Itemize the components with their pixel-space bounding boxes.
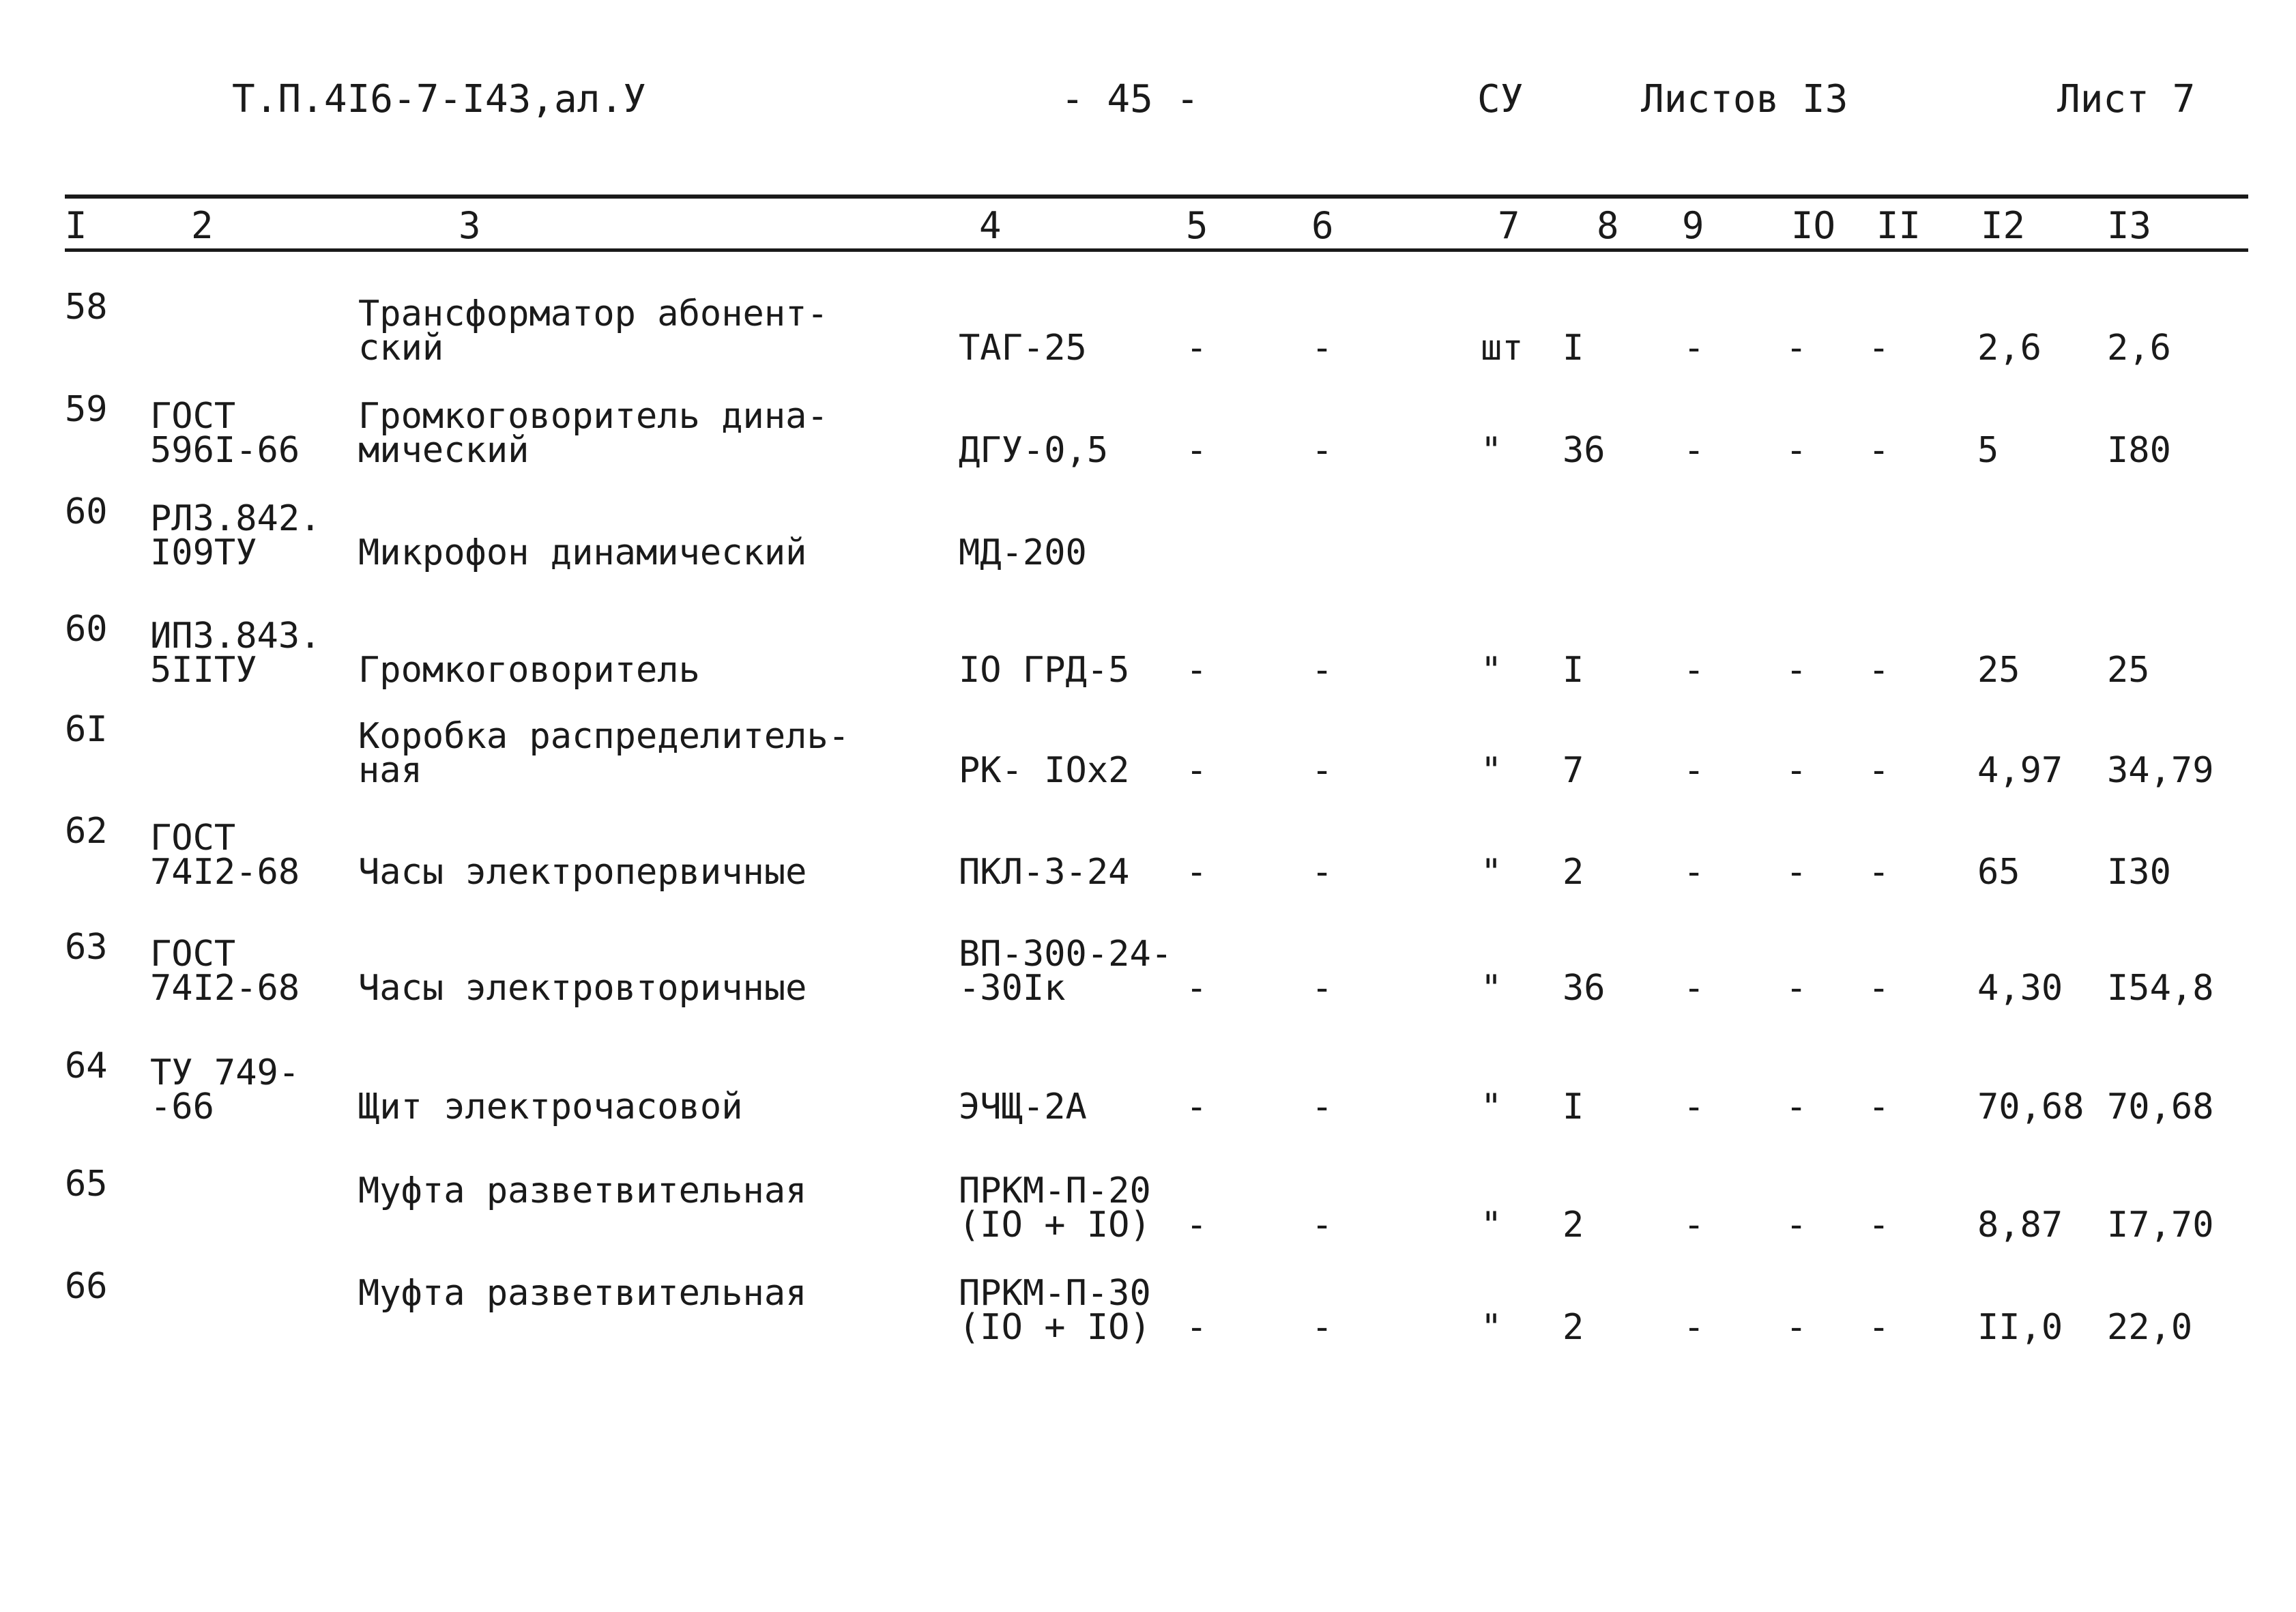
item-name: Щит электрочасовой (358, 1086, 743, 1127)
item-type: РК- IOx2 (959, 750, 1130, 791)
column-number: I (65, 204, 87, 247)
unit: " (1481, 750, 1502, 791)
item-type: ВП-300-24- (959, 934, 1173, 975)
item-name: Громкоговоритель (358, 650, 700, 691)
standard-ref: 74I2-68 (150, 852, 300, 893)
item-type: ПРКМ-П-20 (959, 1170, 1151, 1211)
col5-value: - (1186, 1307, 1208, 1348)
col9-value: - (1683, 750, 1705, 791)
col11-value: - (1868, 852, 1890, 893)
row-number: 63 (65, 927, 108, 968)
col5-value: - (1186, 430, 1208, 471)
col11-value: - (1868, 1086, 1890, 1127)
item-name: Громкоговоритель дина- (358, 396, 828, 437)
col5-value: - (1186, 968, 1208, 1009)
item-type: ТАГ-25 (959, 328, 1087, 369)
col9-value: - (1683, 328, 1705, 369)
col9-value: - (1683, 650, 1705, 691)
column-number: 8 (1597, 204, 1619, 247)
sheet-number: Лист 7 (2057, 77, 2196, 121)
item-type: МД-200 (959, 532, 1087, 573)
column-number: 4 (979, 204, 1002, 247)
col9-value: - (1683, 1307, 1705, 1348)
column-number: 6 (1311, 204, 1334, 247)
col10-value: - (1786, 328, 1807, 369)
item-name: Трансформатор абонент- (358, 293, 828, 334)
column-number: IO (1791, 204, 1836, 247)
col10-value: - (1786, 852, 1807, 893)
standard-ref: ГОСТ (150, 818, 236, 859)
quantity: 2 (1563, 852, 1584, 893)
quantity: I (1563, 328, 1584, 369)
unit: " (1481, 430, 1502, 471)
col10-value: - (1786, 650, 1807, 691)
col11-value: - (1868, 750, 1890, 791)
col10-value: - (1786, 1086, 1807, 1127)
standard-ref: РЛ3.842. (150, 498, 321, 539)
col6-value: - (1311, 968, 1333, 1009)
col11-value: - (1868, 1205, 1890, 1246)
standard-ref: ГОСТ (150, 396, 236, 437)
col6-value: - (1311, 750, 1333, 791)
total-cost: 70,68 (2107, 1086, 2214, 1127)
standard-ref: ИП3.843. (150, 616, 321, 657)
col9-value: - (1683, 1086, 1705, 1127)
unit: шт (1481, 328, 1524, 369)
standard-ref: 596I-66 (150, 430, 300, 471)
unit: " (1481, 650, 1502, 691)
col6-value: - (1311, 1086, 1333, 1127)
item-name: Часы электропервичные (358, 852, 807, 893)
standard-ref: 74I2-68 (150, 968, 300, 1009)
total-cost: 34,79 (2107, 750, 2214, 791)
col9-value: - (1683, 968, 1705, 1009)
col6-value: - (1311, 852, 1333, 893)
column-number: 5 (1186, 204, 1208, 247)
col11-value: - (1868, 968, 1890, 1009)
item-name: ский (358, 328, 444, 369)
unit-price: 65 (1977, 852, 2020, 893)
col11-value: - (1868, 328, 1890, 369)
column-number: II (1876, 204, 1921, 247)
col5-value: - (1186, 1205, 1208, 1246)
column-number: 2 (191, 204, 214, 247)
row-number: 60 (65, 491, 108, 532)
row-number: 66 (65, 1266, 108, 1307)
item-type: (IO + IO) (959, 1307, 1151, 1348)
total-cost: I30 (2107, 852, 2171, 893)
item-type: ДГУ-0,5 (959, 430, 1109, 471)
total-cost: 2,6 (2107, 328, 2171, 369)
unit-price: 25 (1977, 650, 2020, 691)
table-top-rule (65, 195, 2248, 199)
col11-value: - (1868, 650, 1890, 691)
unit-price: 8,87 (1977, 1205, 2063, 1246)
item-type: IO ГРД-5 (959, 650, 1130, 691)
quantity: I (1563, 650, 1584, 691)
quantity: 2 (1563, 1307, 1584, 1348)
sheets-total: Листов I3 (1641, 77, 1848, 121)
col9-value: - (1683, 430, 1705, 471)
row-number: 60 (65, 609, 108, 650)
item-name: Коробка распределитель- (358, 716, 850, 757)
item-name: Часы электровторичные (358, 968, 807, 1009)
item-name: Муфта разветвительная (358, 1170, 807, 1211)
item-name: мический (358, 430, 529, 471)
unit: " (1481, 852, 1502, 893)
unit-price: 4,30 (1977, 968, 2063, 1009)
column-number: 7 (1498, 204, 1520, 247)
standard-ref: I09ТУ (150, 532, 257, 573)
standard-ref: 5IIТУ (150, 650, 257, 691)
unit-price: 4,97 (1977, 750, 2063, 791)
col11-value: - (1868, 430, 1890, 471)
col9-value: - (1683, 1205, 1705, 1246)
item-type: ПКЛ-3-24 (959, 852, 1130, 893)
total-cost: I54,8 (2107, 968, 2214, 1009)
col10-value: - (1786, 430, 1807, 471)
col6-value: - (1311, 650, 1333, 691)
unit-price: II,0 (1977, 1307, 2063, 1348)
quantity: 36 (1563, 968, 1605, 1009)
unit: " (1481, 968, 1502, 1009)
col6-value: - (1311, 328, 1333, 369)
section-code: СУ (1477, 77, 1524, 121)
item-name: Муфта разветвительная (358, 1273, 807, 1314)
col6-value: - (1311, 430, 1333, 471)
row-number: 65 (65, 1164, 108, 1205)
table-header-rule (65, 248, 2248, 252)
col6-value: - (1311, 1307, 1333, 1348)
total-cost: I80 (2107, 430, 2171, 471)
col10-value: - (1786, 968, 1807, 1009)
item-name: Микрофон динамический (358, 532, 807, 573)
col9-value: - (1683, 852, 1705, 893)
col5-value: - (1186, 1086, 1208, 1127)
col10-value: - (1786, 1205, 1807, 1246)
standard-ref: ГОСТ (150, 934, 236, 975)
standard-ref: ТУ 749- (150, 1052, 300, 1093)
item-type: ПРКМ-П-30 (959, 1273, 1151, 1314)
unit-price: 5 (1977, 430, 1999, 471)
quantity: I (1563, 1086, 1584, 1127)
row-number: 59 (65, 389, 108, 430)
quantity: 2 (1563, 1205, 1584, 1246)
page-number: - 45 - (1061, 77, 1200, 121)
total-cost: 25 (2107, 650, 2150, 691)
unit: " (1481, 1086, 1502, 1127)
col5-value: - (1186, 328, 1208, 369)
quantity: 36 (1563, 430, 1605, 471)
col10-value: - (1786, 750, 1807, 791)
row-number: 64 (65, 1046, 108, 1086)
unit: " (1481, 1205, 1502, 1246)
column-number: 3 (459, 204, 481, 247)
column-number: 9 (1682, 204, 1704, 247)
total-cost: 22,0 (2107, 1307, 2193, 1348)
item-name: ная (358, 750, 422, 791)
total-cost: I7,70 (2107, 1205, 2214, 1246)
standard-ref: -66 (150, 1086, 214, 1127)
column-number: I3 (2107, 204, 2152, 247)
column-number: I2 (1981, 204, 2026, 247)
col6-value: - (1311, 1205, 1333, 1246)
row-number: 58 (65, 287, 108, 328)
col5-value: - (1186, 650, 1208, 691)
col10-value: - (1786, 1307, 1807, 1348)
col11-value: - (1868, 1307, 1890, 1348)
item-type: -30Iк (959, 968, 1066, 1009)
row-number: 6I (65, 709, 108, 750)
item-type: ЭЧЩ-2А (959, 1086, 1087, 1127)
quantity: 7 (1563, 750, 1584, 791)
unit-price: 70,68 (1977, 1086, 2084, 1127)
unit-price: 2,6 (1977, 328, 2041, 369)
unit: " (1481, 1307, 1502, 1348)
document-code: Т.П.4I6-7-I43,ал.У (232, 77, 646, 121)
col5-value: - (1186, 852, 1208, 893)
row-number: 62 (65, 811, 108, 852)
item-type: (IO + IO) (959, 1205, 1151, 1246)
col5-value: - (1186, 750, 1208, 791)
